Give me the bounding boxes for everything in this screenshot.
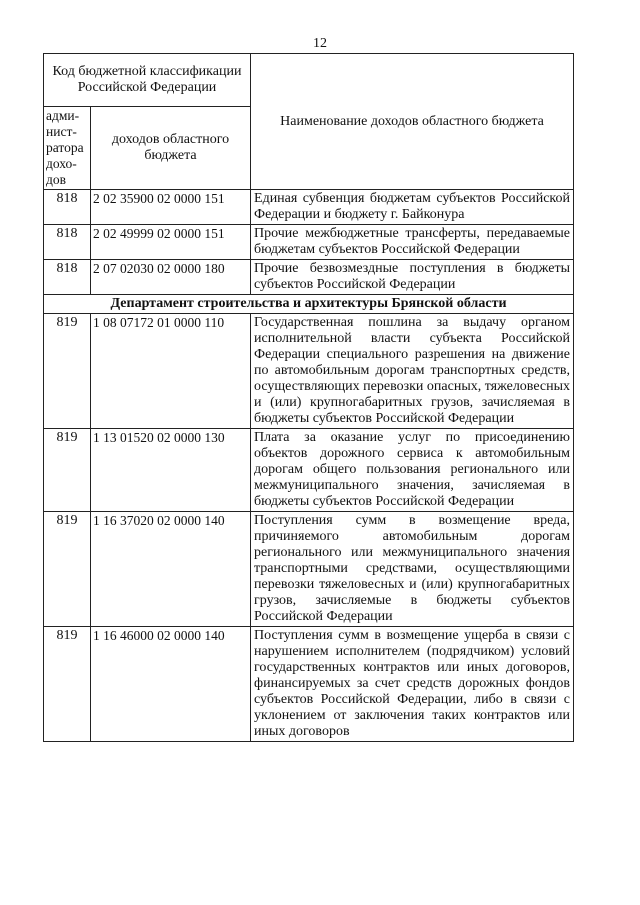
income-name: Прочие безвозмездные поступления в бюджеты субъектов Российской Федерации [251,260,574,295]
section-title: Департамент строительства и архитектуры Брянской области [44,295,574,314]
table-row [44,225,574,260]
header-income: доходов областного бюджета [91,107,251,190]
income-code: 1 16 37020 02 0000 140 [91,512,251,627]
income-name: Единая субвенция бюджетам субъектов Российской Федерации и бюджету г. Байконура [251,190,574,225]
income-name: Поступления сумм в возмещение ущерба в связи с нарушением исполнителем (подрядчиком) условий государственных контрактов или иных договоров, финансируемых за счет средств дорожных фондов субъектов Российской Федерации, либо в связи с уклонением от заключения таких контрактов или иных договоров [251,627,574,742]
admin-code: 818 [44,225,91,260]
income-name: Прочие межбюджетные трансферты, передаваемые бюджетам субъектов Российской Федерации [251,225,574,260]
admin-code: 818 [44,190,91,225]
admin-code: 818 [44,260,91,295]
income-code: 1 08 07172 01 0000 110 [91,314,251,429]
admin-code: 819 [44,429,91,512]
income-code: 2 07 02030 02 0000 180 [91,260,251,295]
income-code: 1 16 46000 02 0000 140 [91,627,251,742]
table-row [44,314,574,429]
income-name: Поступления сумм в возмещение вреда, причиняемого автомобильным дорогам регионального или межмуниципального значения транспортными средствами, осуществляющими перевозки тяжеловесных и (или) крупногабаритных грузов, зачисляемые в бюджеты субъектов Российской Федерации [251,512,574,627]
header-admin: адми-нист-ратора дохо-дов [44,107,91,190]
income-code: 2 02 35900 02 0000 151 [91,190,251,225]
header-name: Наименование доходов областного бюджета [251,54,574,190]
admin-code: 819 [44,512,91,627]
admin-code: 819 [44,314,91,429]
income-name: Плата за оказание услуг по присоединению объектов дорожного сервиса к автомобильным дорогам общего пользования регионального или межмуниципального значения, зачисляемая в бюджеты субъектов Российской Федерации [251,429,574,512]
section-row [44,295,574,314]
header-classification: Код бюджетной классификации Российской Федерации [44,54,251,107]
table-row [44,512,574,627]
table-row [44,190,574,225]
page-number: 12 [313,36,327,51]
table-row [44,429,574,512]
header-row-top [44,54,574,107]
revenue-table [43,53,574,742]
income-name: Государственная пошлина за выдачу органом исполнительной власти субъекта Российской Федерации специального разрешения на движение по автомобильным дорогам транспортных средств, осуществляющих перевозки опасных, тяжеловесных и (или) крупногабаритных грузов, зачисляемая в бюджеты субъектов Российской Федерации [251,314,574,429]
table-row [44,260,574,295]
table-row [44,627,574,742]
admin-code: 819 [44,627,91,742]
income-code: 1 13 01520 02 0000 130 [91,429,251,512]
income-code: 2 02 49999 02 0000 151 [91,225,251,260]
